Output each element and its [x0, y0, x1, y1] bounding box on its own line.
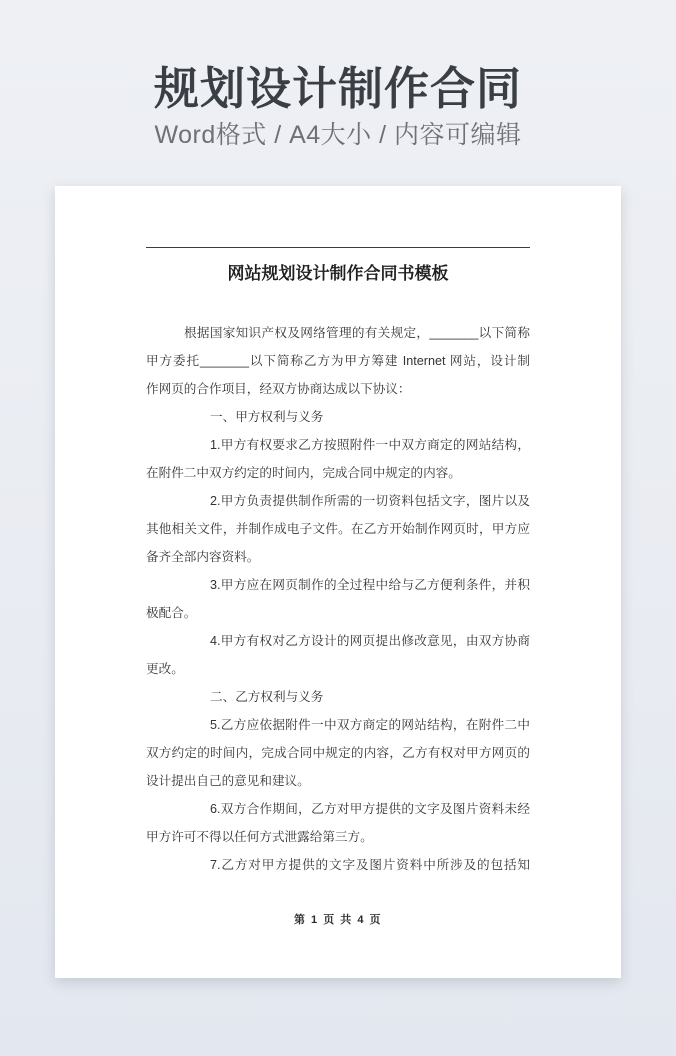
document-line: 极配合。	[146, 606, 197, 620]
title-divider-line	[146, 247, 530, 248]
header	[0, 0, 676, 149]
document-body	[146, 319, 530, 879]
document-line: 3.甲方应在网页制作的全过程中给与乙方便利条件，并积	[210, 578, 530, 592]
document-line: 7.乙方对甲方提供的文字及图片资料中所涉及的包括知	[210, 858, 530, 872]
document-line: 其他相关文件，并制作成电子文件。在乙方开始制作网页时，甲方应	[146, 522, 530, 536]
document-line: 根据国家知识产权及网络管理的有关规定，_______以下简称	[184, 326, 530, 340]
document-line: 更改。	[146, 662, 184, 676]
document-line: 作网页的合作项目，经双方协商达成以下协议：	[146, 382, 411, 396]
document-line: 设计提出自己的意见和建议。	[146, 774, 310, 788]
document-line: 在附件二中双方约定的时间内，完成合同中规定的内容。	[146, 466, 461, 480]
document-preview-sheet	[55, 186, 621, 978]
document-line: 备齐全部内容资料。	[146, 550, 260, 564]
document-line: 2.甲方负责提供制作所需的一切资料包括文字，图片以及	[210, 494, 530, 508]
document-line: 6.双方合作期间，乙方对甲方提供的文字及图片资料未经	[210, 802, 530, 816]
document-line: 甲方委托_______以下简称乙方为甲方筹建 Internet 网站，设计制	[146, 354, 530, 368]
document-line: 4.甲方有权对乙方设计的网页提出修改意见，由双方协商	[210, 634, 530, 648]
document-line: 双方约定的时间内，完成合同中规定的内容，乙方有权对甲方网页的	[146, 746, 530, 760]
page-subtitle: Word格式 / A4大小 / 内容可编辑	[154, 121, 522, 149]
document-line: 甲方许可不得以任何方式泄露给第三方。	[146, 830, 373, 844]
page-number-footer: 第 1 页 共 4 页	[293, 914, 383, 926]
page-title: 规划设计制作合同	[153, 63, 522, 114]
document-line: 二、乙方权利与义务	[210, 690, 324, 704]
document-line: 1.甲方有权要求乙方按照附件一中双方商定的网站结构，	[210, 438, 530, 452]
document-line: 5.乙方应依据附件一中双方商定的网站结构，在附件二中	[210, 718, 530, 732]
document-title: 网站规划设计制作合同书模板	[227, 264, 449, 283]
document-line: 一、甲方权利与义务	[210, 410, 324, 424]
document-content	[146, 247, 530, 879]
